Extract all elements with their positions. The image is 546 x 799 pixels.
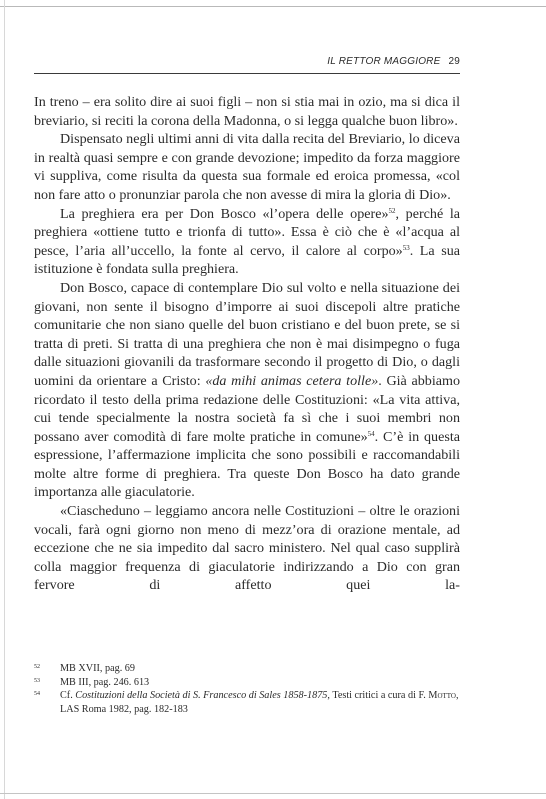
paragraph: [34, 205, 460, 279]
body-text: [34, 93, 460, 595]
page-number: 29: [448, 56, 460, 67]
paragraph-text: «Ciascheduno – leggiamo ancora nelle Costituzioni – oltre le orazioni vocali, farà ogni giorno non meno di mezz’ora di orazione mentale, ad eccezione che ne sia impedito dal sacro ministero. Nel qual caso supplirà colla maggior frequenza di giaculatorie indirizzando a Dio con gran fervore di affetto quei la-: [34, 503, 460, 594]
scan-edge-bottom: [0, 793, 546, 794]
footnote-ref-54: 54: [367, 429, 375, 438]
paragraph-text: . C’è in questa espressione, l’affermazione implicita che sono possibili e raccomandabili molte altre forme di preghiera. Tra queste Don Bosco ha dato grande importanza alle giaculatorie.: [34, 428, 460, 501]
paragraph-text: La preghiera era per Don Bosco «l’opera delle opere»: [60, 205, 389, 222]
paragraph: [34, 93, 460, 130]
paragraph-text: . La sua istituzione è fondata sulla preghiera.: [34, 242, 460, 278]
footnote-author-smallcaps: otto: [437, 690, 456, 702]
latin-quote: «da mihi animas cetera tolle»: [205, 372, 379, 389]
paragraph: [34, 502, 460, 595]
footnote-ref-52: 52: [388, 206, 396, 215]
running-title: IL RETTOR MAGGIORE: [327, 56, 441, 67]
scan-edge-top: [0, 6, 546, 7]
footnote-text: , Testi critici a cura di F. M: [327, 690, 438, 702]
footnote-text: Cf.: [60, 690, 76, 702]
paragraph: [34, 130, 460, 204]
scan-edge-left: [4, 0, 5, 799]
footnote-54: 54 Cf. Costituzioni della Società di S. Francesco di Sales 1858-1875, Testi critici a cura di F. Motto, LAS Roma 1982, pag. 182-183: [34, 690, 459, 715]
paragraph-text: Don Bosco, capace di contemplare Dio sul volto e nella situazione dei giovani, non sente il bisogno d’imporre ai suoi discepoli altre pratiche comunitarie che non siano quelle del buon cristiano e del buon prete, se si tratta di preti. Si tratta di una preghiera che non è mai disimpegno o fuga dalle situazioni giovanili da trasformare secondo il progetto di Dio, o dagli uomini da orientare a Cristo:: [34, 279, 460, 389]
footnote-53: 53 MB III, pag. 246. 613: [34, 676, 150, 688]
footnote-text: , LAS Roma 1982, pag. 182-183: [60, 690, 459, 715]
footnote-52: 52 MB XVII, pag. 69: [34, 663, 135, 674]
footnote-book-title: Costituzioni della Società di S. Francesco di Sales 1858-1875: [75, 690, 328, 702]
paragraph-text: Dispensato negli ultimi anni di vita dalla recita del Breviario, lo diceva in realtà quasi sempre e con grande devozione; impedito da forza maggiore vi suppliva, come risulta da questa sua formale ed eroica promessa, «col non fare atto o pronunziar parola che non avesse di mira la gloria di Dio».: [34, 131, 460, 203]
footnote-ref-53: 53: [402, 243, 410, 252]
running-header: [34, 55, 460, 74]
footnote-text: MB III, pag. 246. 613: [60, 676, 150, 688]
paragraph-text: In treno – era solito dire ai suoi figli – non si stia mai in ozio, ma si dica il breviario, si reciti la corona della Madonna, o si legga qualche buon libro».: [34, 94, 460, 129]
paragraph-text: . Già abbiamo ricordato il testo della prima redazione delle Costituzioni: «La vita attiva, cui tende specialmente la nostra società fa sì che i suoi membri non possano aver comodità di fare molte pratiche in comune»: [34, 372, 461, 445]
paragraph-text: , perché la preghiera «ottiene tutto e trionfa di tutto». Essa è ciò che è «l’acqua al pesce, l’aria all’uccello, la fonte al cervo, il calore al corpo»: [34, 205, 461, 259]
footnote-text: MB XVII, pag. 69: [60, 663, 135, 674]
footnotes: [34, 662, 460, 716]
paragraph: [34, 279, 460, 502]
